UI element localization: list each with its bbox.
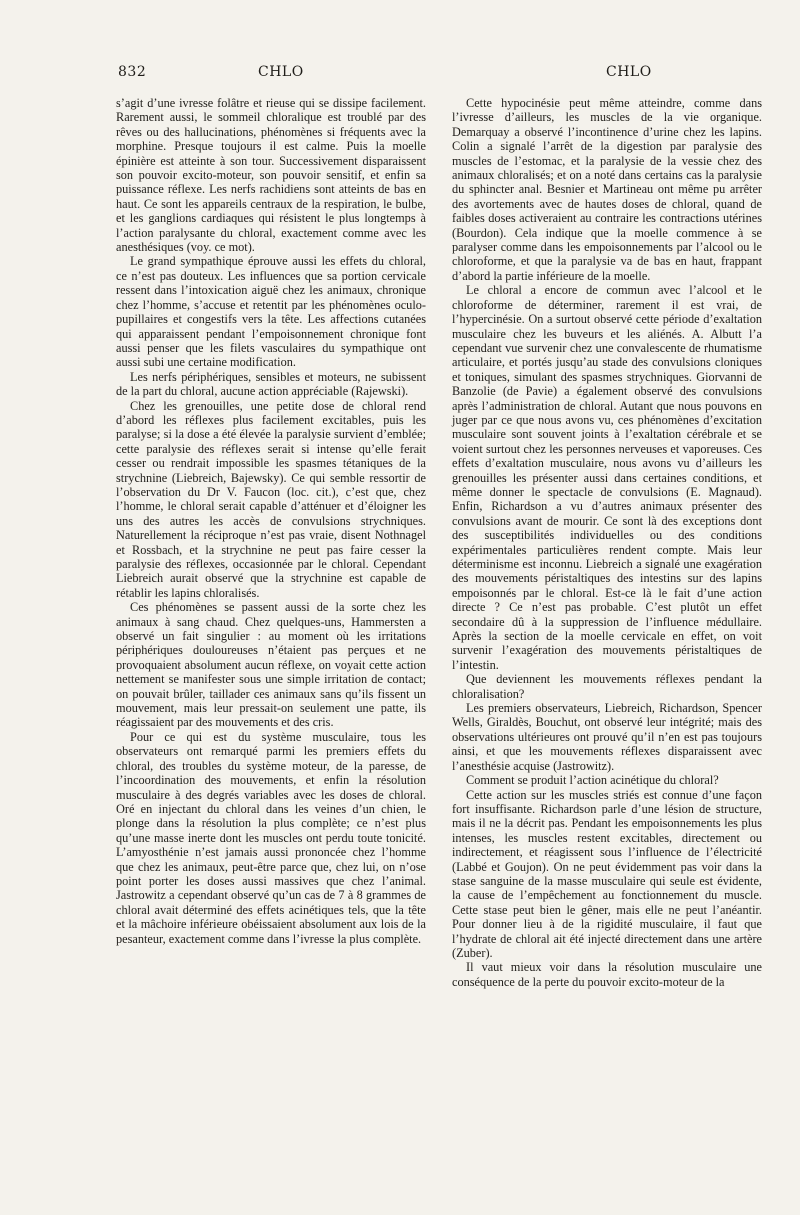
paragraph: Cette hypocinésie peut même atteindre, comme dans l’ivresse d’ailleurs, les muscles de la vie organique. Demarquay a observé l’incontinence d’urine chez les lapins. Colin a signalé l’arrêt de la digestion par paralysie des muscles de l’estomac, et la paralysie de la vessie chez des animaux chloralisés; et on a noté dans certains cas la paralysie du sphincter anal. Besnier et Martineau ont même pu arrêter des avortements avec de hautes doses de chloral, quand de faibles doses activeraient au contraire les contractions utérines (Bourdon). Cela indique que la moelle commence à se paralyser comme dans les empoisonnements par l’alcool ou le chloroforme, et que la paralysie va de bas en haut, frappant d’abord la partie inférieure de la moelle. bbox=[452, 96, 762, 283]
paragraph: Chez les grenouilles, une petite dose de chloral rend d’abord les réflexes plus facilement excitables, puis les paralyse; si la dose a été élevée la paralysie survient d’emblée; cette paralysie des réflexes serait si intense qu’elle ferait cesser ou rendrait impossible les spasmes tétaniques de la strychnine (Liebreich, Bajewsky). Ce qui semble ressortir de l’observation du Dr V. Faucon (loc. cit.), c’est que, chez l’homme, le chloral serait capable d’atténuer et d’éloigner les uns des autres les accès de convulsions strychniques. Naturellement la réciproque n’est pas vraie, disent Nothnagel et Rossbach, et la strychnine ne peut pas faire cesser la paralysie des réflexes, occasionnée par le chloral. Cependant Liebreich aurait observé que la strychnine est capable de rétablir les lapins chloralisés. bbox=[116, 398, 426, 600]
paragraph: Il vaut mieux voir dans la résolution musculaire une conséquence de la perte du pouvoir excito-moteur de la bbox=[452, 960, 762, 989]
paragraph: Le chloral a encore de commun avec l’alcool et le chloroforme de déterminer, rarement il est vrai, de l’hypercinésie. On a surtout observé cette période d’exaltation musculaire chez les buveurs et les aliénés. A. Albutt l’a cependant vue survenir chez une convalescente de rhumatisme articulaire, et portés jusqu’au stade des convulsions cloniques et toniques, simulant des spasmes strychniques. Giorvanni de Banzolie (de Pavie) a également observé des convulsions après l’administration de chloral. Autant que nous pouvons en juger par ce que nous avons vu, ces phénomènes d’excitation musculaire sont souvent joints à l’exaltation cérébrale et se voient surtout chez les personnes nerveuses et vaporeuses. Ces effets d’exaltation musculaire, nous avons vu d’ailleurs les grenouilles les présenter aussi dans certaines conditions, et même donner le spectacle de convulsions (E. Magnaud). Enfin, Richardson a vu d’autres animaux présenter des convulsions avant de mourir. Ce sont là des exceptions dont des susceptibilités individuelles ou des conditions expérimentales particulières rendent compte. Mais leur déterminisme est inconnu. Liebreich a signalé une exagération des mouvements péristaltiques des intestins sur des lapins empoisonnés par le chloral. Est-ce là le fait d’une action directe ? Ce n’est pas probable. C’est plutôt un effet secondaire dû à la suppression de l’influence médullaire. Après la section de la moelle cervicale en effet, on voit survenir l’exagération des mouvements péristaltiques de l’intestin. bbox=[452, 283, 762, 672]
page-number: 832 bbox=[118, 64, 147, 80]
paragraph: Comment se produit l’action acinétique du chloral? bbox=[466, 773, 719, 788]
paragraph: Que deviennent les mouvements réflexes pendant la chloralisation? bbox=[452, 672, 762, 701]
paragraph: Les nerfs périphériques, sensibles et moteurs, ne subissent de la part du chloral, aucune action appréciable (Rajewski). bbox=[116, 369, 426, 399]
paragraph: Cette action sur les muscles striés est connue d’une façon fort insuffisante. Richardson parle d’une lésion de structure, mais il ne la décrit pas. Pendant les empoisonnements les plus intenses, les muscles restent excitables, directement ou indirectement, et réagissent sous l’influence de l’électricité (Labbé et Goujon). On ne peut évidemment pas voir dans la stase sanguine de la masse musculaire qui seule est évidente, la cause de l’empêchement au fonctionnement du muscle. Cette stase peut bien le gêner, mais elle ne peut l’anéantir. Pour donner lieu à de la rigidité musculaire, il faut que l’hydrate de chloral ait été injecté directement dans une artère (Zuber). bbox=[452, 787, 762, 960]
left-column bbox=[116, 96, 426, 946]
paragraph: s’agit d’une ivresse folâtre et rieuse qui se dissipe facilement. Rarement aussi, le sommeil chloralique est troublé par des rêves ou des hallucinations, phénomènes si fréquents avec la morphine. Presque toujours il est calme. Puis la moelle épinière est atteinte à son tour. Successivement disparaissent son pouvoir excito-moteur, son pouvoir sensitif, et enfin sa puissance réflexe. Les nerfs rachidiens sont atteints de bas en haut. Ce sont les appareils centraux de la respiration, le bulbe, et les ganglions cardiaques qui résistent le plus longtemps à l’action paralysante du chloral, exactement comme avec les anesthésiques (voy. ce mot). bbox=[116, 96, 426, 255]
paragraph: Le grand sympathique éprouve aussi les effets du chloral, ce n’est pas douteux. Les influences que sa portion cervicale ressent dans l’intoxication aiguë chez les animaux, chronique chez l’homme, s’accuse et retentit par les phénomènes oculo-pupillaires et congestifs vers la tête. Les affections cutanées qui apparaissent pendant l’empoisonnement chronique font aussi penser que les filets vasculaires du sympathique ont aussi subi une certaine modification. bbox=[116, 254, 426, 370]
running-head-left: CHLO bbox=[258, 64, 304, 80]
paragraph: Ces phénomènes se passent aussi de la sorte chez les animaux à sang chaud. Chez quelques-uns, Hammersten a observé un fait singulier : au moment où les irritations périphériques douloureuses n’étaient pas perçues et ne provoquaient absolument aucun réflexe, on voyait cette action nettement se manifester sous une simple irritation de contact; on pouvait brûler, taillader ces animaux sans qu’ils fissent un mouvement, mais leur pressait-on seulement une patte, ils réagissaient par des mouvements et des cris. bbox=[116, 600, 426, 730]
paragraph: Les premiers observateurs, Liebreich, Richardson, Spencer Wells, Giraldès, Bouchut, ont observé leur intégrité; mais des observations ultérieures ont prouvé qu’il n’en est pas toujours ainsi, et que les mouvements réflexes disparaissent avec l’anesthésie acquise (Jastrowitz). bbox=[452, 701, 762, 773]
running-head-right: CHLO bbox=[606, 64, 652, 80]
right-column bbox=[452, 96, 762, 989]
page-header bbox=[0, 64, 800, 86]
paragraph: Pour ce qui est du système musculaire, tous les observateurs ont remarqué parmi les premiers effets du chloral, des troubles du système moteur, de la paresse, de l’incoordination des mouvements, et enfin la résolution musculaire à des degrés variables avec les doses de chloral. Oré en injectant du chloral dans les veines d’un chien, le plonge dans la résolution la plus complète; ce n’est plus qu’une masse inerte dont les muscles ont perdu toute tonicité. L’amyosthénie n’est jamais aussi prononcée chez l’homme que chez les animaux, peut-être parce que, chez lui, on n’ose point porter les doses aussi massives que chez l’animal. Jastrowitz a cependant observé qu’un cas de 7 à 8 grammes de chloral avait déterminé des effets acinétiques tels, que la tête et la mâchoire inférieure obéissaient absolument aux lois de la pesanteur, exactement comme dans l’ivresse la plus complète. bbox=[116, 729, 426, 946]
